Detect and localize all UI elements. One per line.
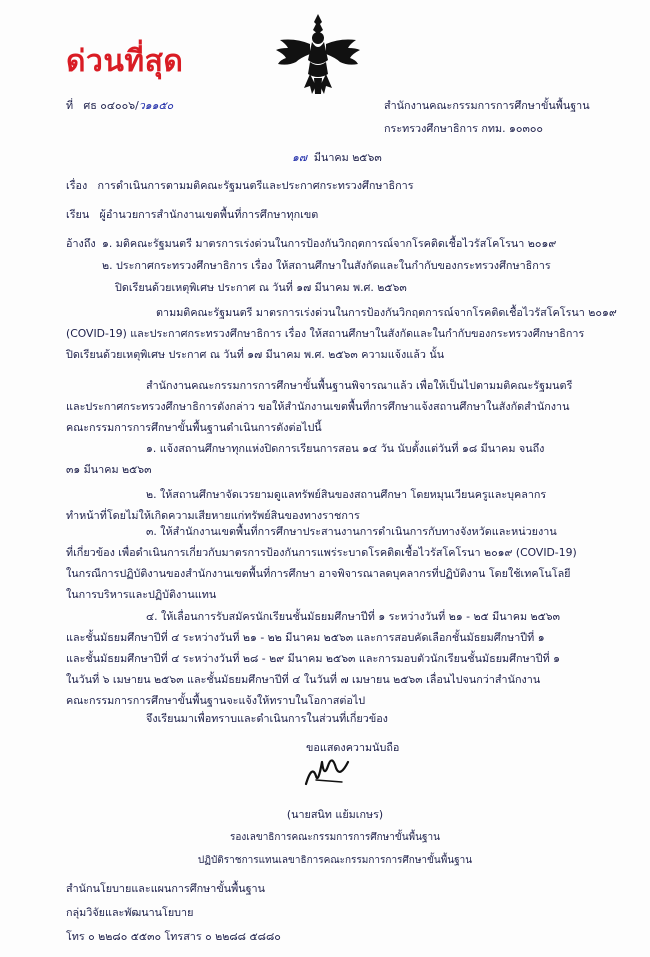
list-item-line: คณะกรรมการการศึกษาขั้นพื้นฐานจะแจ้งให้ทราบในโอกาสต่อไป xyxy=(66,694,366,707)
list-item-line: ในกรณีการปฏิบัติงานของสำนักงานเขตพื้นที่การศึกษา อาจพิจารณาลดบุคลากรที่ปฏิบัติงาน โดยใช้เทคโนโลยี xyxy=(66,567,571,580)
list-item-3 xyxy=(66,521,577,605)
list-item-line: ๑. แจ้งสถานศึกษาทุกแห่งปิดการเรียนการสอน ๑๔ วัน นับตั้งแต่วันที่ ๑๘ มีนาคม จนถึง xyxy=(146,442,545,455)
office-name: สำนักงานคณะกรรมการการศึกษาขั้นพื้นฐาน xyxy=(384,99,590,112)
closing-line: จึงเรียนมาเพื่อทราบและดำเนินการในส่วนที่เกี่ยวข้อง xyxy=(146,712,388,725)
recipient-line xyxy=(66,208,318,222)
subject-label: เรื่อง xyxy=(66,179,88,192)
list-item-line: ๓. ให้สำนักงานเขตพื้นที่การศึกษาประสานงานการดำเนินการกับทางจังหวัดและหน่วยงาน xyxy=(146,525,557,538)
list-item-line: ในวันที่ ๖ เมษายน ๒๕๖๓ และชั้นมัธยมศึกษาปีที่ ๔ ในวันที่ ๗ เมษายน ๒๕๖๓ เลื่อนไปจนกว่าสำนักงาน xyxy=(66,673,541,686)
paragraph-2 xyxy=(66,375,572,438)
list-item-2 xyxy=(66,484,546,526)
date-month-year: มีนาคม ๒๕๖๓ xyxy=(313,151,382,164)
list-item-line: และชั้นมัธยมศึกษาปีที่ ๔ ระหว่างวันที่ ๒๑ - ๒๒ มีนาคม ๒๕๖๓ และการสอบคัดเลือกชั้นมัธยมศึกษาปีที่ ๑ xyxy=(66,631,545,644)
signer-position-2: ปฏิบัติราชการแทนเลขาธิการคณะกรรมการการศึกษาขั้นพื้นฐาน xyxy=(197,855,473,866)
list-item-line: ที่เกี่ยวข้อง เพื่อดำเนินการเกี่ยวกับมาตรการป้องกันการแพร่ระบาดโรคติดเชื้อไวรัสโคโรนา ๒๐๑๙ (COVID-19) xyxy=(66,546,577,559)
garuda-emblem-icon xyxy=(270,12,366,98)
reference-item-1: ๑. มติคณะรัฐมนตรี มาตรการเร่งด่วนในการป้องกันวิกฤตการณ์จากโรคติดเชื้อไวรัสโคโรนา ๒๐๑๙ xyxy=(102,237,557,250)
list-item-4 xyxy=(66,606,560,711)
footer-unit: สำนักนโยบายและแผนการศึกษาขั้นพื้นฐาน xyxy=(66,882,265,895)
urgency-stamp: ด่วนที่สุด xyxy=(66,44,184,79)
document-date xyxy=(292,151,382,165)
reference-number: ศธ ๐๔๐๐๖/ xyxy=(83,99,139,112)
reference-line xyxy=(66,99,173,113)
list-item-1 xyxy=(66,438,544,480)
list-item-line: ทำหน้าที่โดยไม่ให้เกิดความเสียหายแก่ทรัพย์สินของทางราชการ xyxy=(66,509,360,522)
paragraph-line: (COVID-19) และประกาศกระทรวงศึกษาธิการ เรื่อง ให้สถานศึกษาในสังกัดและในกำกับของกระทรวงศึกษาธิการ xyxy=(66,327,585,340)
recipient-label: เรียน xyxy=(66,208,90,221)
signature-mark xyxy=(302,758,354,792)
paragraph-1 xyxy=(66,302,617,365)
reference-item-2: ๒. ประกาศกระทรวงศึกษาธิการ เรื่อง ให้สถานศึกษาในสังกัดและในกำกับของกระทรวงศึกษาธิการ xyxy=(102,259,551,272)
recipient-text: ผู้อำนวยการสำนักงานเขตพื้นที่การศึกษาทุกเขต xyxy=(99,208,319,221)
list-item-line: ในการบริหารและปฏิบัติงานแทน xyxy=(66,588,217,601)
footer-phone: โทร ๐ ๒๒๘๐ ๕๕๓๐ โทรสาร ๐ ๒๒๘๘ ๕๘๘๐ xyxy=(66,930,281,943)
paragraph-line: สำนักงานคณะกรรมการการศึกษาขั้นพื้นฐานพิจารณาแล้ว เพื่อให้เป็นไปตามมติคณะรัฐมนตรี xyxy=(146,379,573,392)
reference-label: ที่ xyxy=(66,99,74,112)
signer-name: (นายสนิท แย้มเกษร) xyxy=(286,808,384,821)
paragraph-line: และประกาศกระทรวงศึกษาธิการดังกล่าว ขอให้สำนักงานเขตพื้นที่การศึกษาแจ้งสถานศึกษาในสังกัดสำนักงาน xyxy=(66,400,570,413)
office-address: กระทรวงศึกษาธิการ กทม. ๑๐๓๐๐ xyxy=(384,122,544,135)
footer-group: กลุ่มวิจัยและพัฒนานโยบาย xyxy=(66,906,194,919)
paragraph-line: ตามมติคณะรัฐมนตรี มาตรการเร่งด่วนในการป้องกันวิกฤตการณ์จากโรคติดเชื้อไวรัสโคโรนา ๒๐๑๙ xyxy=(156,306,617,319)
references-label: อ้างถึง xyxy=(66,237,96,250)
signer-position-1: รองเลขาธิการคณะกรรมการการศึกษาขั้นพื้นฐาน xyxy=(230,832,440,843)
list-item-line: ๓๑ มีนาคม ๒๕๖๓ xyxy=(66,463,152,476)
paragraph-line: คณะกรรมการการศึกษาขั้นพื้นฐานดำเนินการดังต่อไปนี้ xyxy=(66,421,322,434)
subject-text: การดำเนินการตามมติคณะรัฐมนตรีและประกาศกระทรวงศึกษาธิการ xyxy=(97,179,414,192)
salutation: ขอแสดงความนับถือ xyxy=(306,741,400,754)
subject-line xyxy=(66,179,414,193)
list-item-line: ๒. ให้สถานศึกษาจัดเวรยามดูแลทรัพย์สินของสถานศึกษา โดยหมุนเวียนครูและบุคลากร xyxy=(146,488,547,501)
reference-item-2-cont: ปิดเรียนด้วยเหตุพิเศษ ประกาศ ณ วันที่ ๑๗ มีนาคม พ.ศ. ๒๕๖๓ xyxy=(115,281,407,294)
paragraph-line: ปิดเรียนด้วยเหตุพิเศษ ประกาศ ณ วันที่ ๑๗ มีนาคม พ.ศ. ๒๕๖๓ ความแจ้งแล้ว นั้น xyxy=(66,348,445,361)
list-item-line: และชั้นมัธยมศึกษาปีที่ ๔ ระหว่างวันที่ ๒๘ - ๒๙ มีนาคม ๒๕๖๓ และการมอบตัวนักเรียนชั้นมัธยมศึกษาปีที่ ๑ xyxy=(66,652,560,665)
date-day-handwritten: ๑๗ xyxy=(292,151,307,164)
list-item-line: ๔. ให้เลื่อนการรับสมัครนักเรียนชั้นมัธยมศึกษาปีที่ ๑ ระหว่างวันที่ ๒๑ - ๒๕ มีนาคม ๒๕๖๓ xyxy=(146,610,561,623)
reference-number-handwritten: ว๑๑๕๐ xyxy=(138,99,174,112)
